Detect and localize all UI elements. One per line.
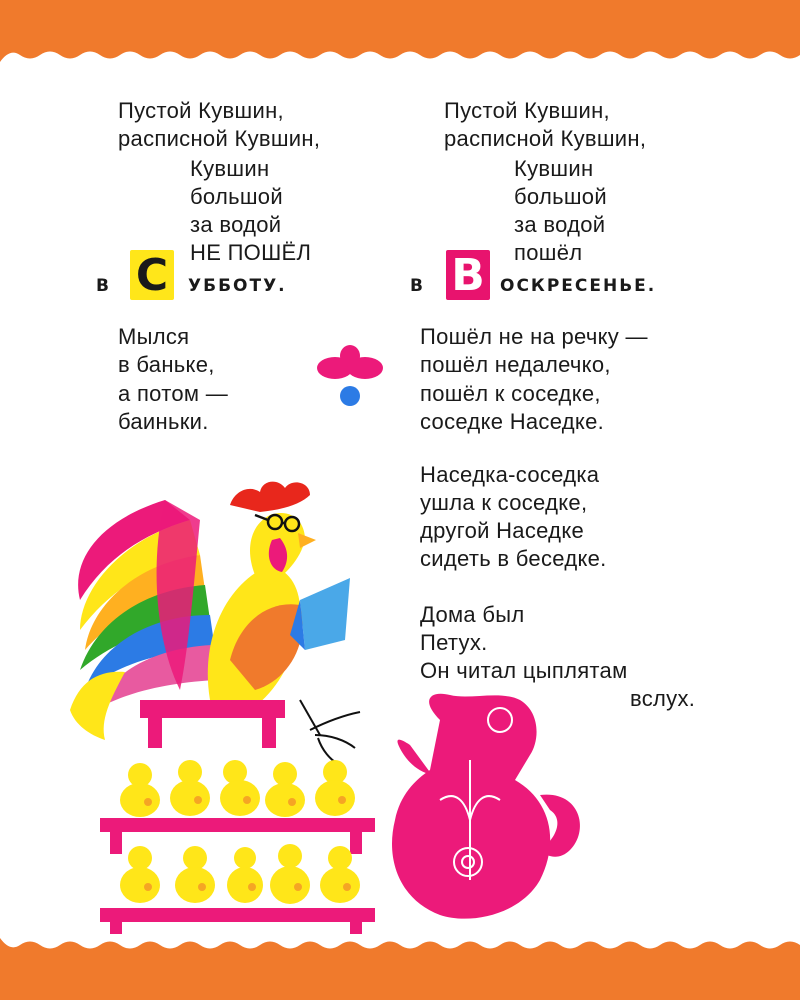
flower-icon bbox=[317, 345, 383, 406]
right-stanza4-line2: Петух. bbox=[420, 630, 488, 655]
right-stanza3-line1: Наседка-соседка bbox=[420, 462, 600, 487]
right-stanza3-line2: ушла к соседке, bbox=[420, 490, 588, 515]
left-stanza1-line6: НЕ ПОШЁЛ bbox=[190, 240, 312, 265]
drop-cap-s-letter: С bbox=[135, 250, 169, 301]
drop-cap-v bbox=[446, 250, 490, 300]
drop-cap-s bbox=[130, 250, 174, 300]
right-caption-prefix: В bbox=[410, 276, 425, 296]
left-stanza1-line5: за водой bbox=[190, 212, 282, 237]
right-stanza2-line3: пошёл к соседке, bbox=[420, 381, 601, 406]
left-caption-prefix: В bbox=[96, 276, 111, 296]
left-stanza2-line1: Мылся bbox=[118, 324, 190, 349]
chicks-on-benches-illustration bbox=[100, 760, 375, 934]
right-stanza1-line2: расписной Кувшин, bbox=[444, 126, 647, 151]
right-stanza1-line3: Кувшин bbox=[514, 156, 594, 181]
rooster-illustration bbox=[70, 482, 360, 765]
right-caption-rest: ОСКРЕСЕНЬЕ. bbox=[500, 276, 657, 296]
left-stanza2-line2: в баньке, bbox=[118, 352, 215, 377]
left-stanza1-line4: большой bbox=[190, 184, 283, 209]
top-scallop bbox=[0, 52, 800, 63]
right-stanza1-line4: большой bbox=[514, 184, 607, 209]
left-caption-rest: УББОТУ. bbox=[188, 276, 287, 296]
right-stanza4-line4: вслух. bbox=[630, 686, 696, 711]
right-stanza2-line2: пошёл недалечко, bbox=[420, 352, 611, 377]
drop-cap-v-letter: В bbox=[451, 250, 485, 301]
right-stanza2-line4: соседке Наседке. bbox=[420, 409, 605, 434]
left-stanza1-line1: Пустой Кувшин, bbox=[118, 98, 284, 123]
right-stanza2-line1: Пошёл не на речку — bbox=[420, 324, 648, 349]
left-stanza1-line3: Кувшин bbox=[190, 156, 270, 181]
left-stanza1-line2: расписной Кувшин, bbox=[118, 126, 321, 151]
right-stanza1-line5: за водой bbox=[514, 212, 606, 237]
pink-jug-illustration bbox=[392, 694, 580, 919]
right-stanza1-line6: пошёл bbox=[514, 240, 583, 265]
right-stanza3-line4: сидеть в беседке. bbox=[420, 546, 607, 571]
left-stanza2-line4: баиньки. bbox=[118, 409, 209, 434]
bottom-scallop bbox=[0, 938, 800, 949]
right-stanza1-line1: Пустой Кувшин, bbox=[444, 98, 610, 123]
right-stanza4-line3: Он читал цыплятам bbox=[420, 658, 628, 683]
right-stanza4-line1: Дома был bbox=[420, 602, 525, 627]
right-stanza3-line3: другой Наседке bbox=[420, 518, 585, 543]
left-stanza2-line3: а потом — bbox=[118, 381, 229, 406]
